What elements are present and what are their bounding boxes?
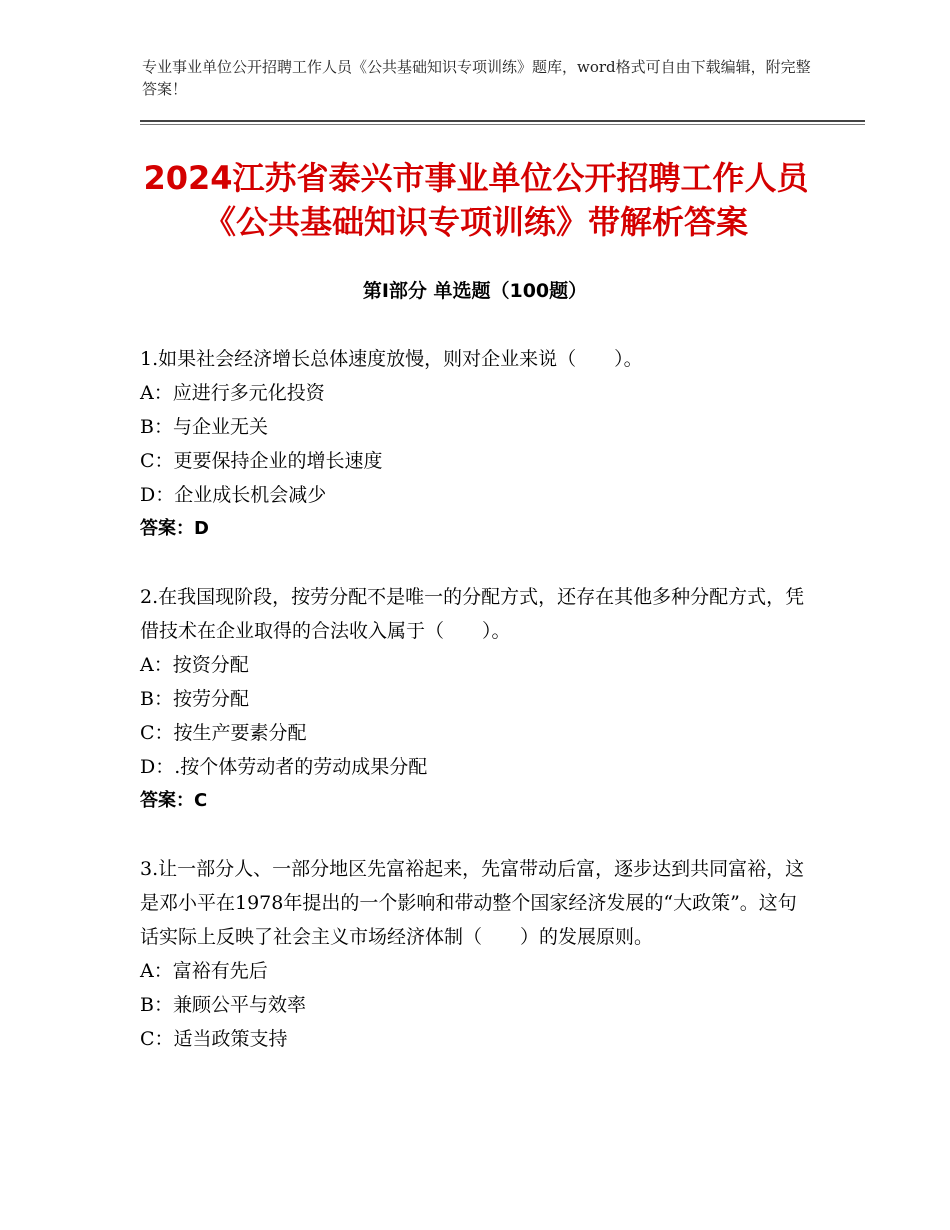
option-c: C：更要保持企业的增长速度	[140, 450, 383, 472]
option-c: C：适当政策支持	[140, 1028, 288, 1050]
option-a: A：应进行多元化投资	[140, 382, 325, 404]
answer: 答案：C	[140, 790, 208, 811]
answer: 答案：D	[140, 518, 209, 539]
question-2	[140, 580, 810, 818]
question-1	[140, 342, 810, 546]
option-b: B：按劳分配	[140, 688, 249, 710]
option-b: B：兼顾公平与效率	[140, 994, 306, 1016]
question-list	[140, 342, 810, 1090]
document-title: 2024江苏省泰兴市事业单位公开招聘工作人员《公共基础知识专项训练》带解析答案	[143, 159, 809, 241]
option-a: A：按资分配	[140, 654, 249, 676]
option-c: C：按生产要素分配	[140, 722, 307, 744]
question-stem: 1.如果社会经济增长总体速度放慢，则对企业来说（ ）。	[140, 348, 643, 370]
question-stem: 3.让一部分人、一部分地区先富裕起来，先富带动后富，逐步达到共同富裕，这是邓小平在1978年提出的一个影响和带动整个国家经济发展的“大政策”。这句话实际上反映了社会主义市场经济体制（ ）的发展原则。	[140, 858, 805, 948]
header-divider	[140, 120, 865, 122]
header-note: 专业事业单位公开招聘工作人员《公共基础知识专项训练》题库，word格式可自由下载编辑，附完整答案！	[142, 58, 811, 98]
option-b: B：与企业无关	[140, 416, 268, 438]
option-a: A：富裕有先后	[140, 960, 268, 982]
option-d: D：企业成长机会减少	[140, 484, 327, 506]
question-stem: 2.在我国现阶段，按劳分配不是唯一的分配方式，还存在其他多种分配方式，凭借技术在企业取得的合法收入属于（ ）。	[140, 586, 805, 642]
header-divider-thin	[140, 124, 865, 125]
question-3	[140, 852, 810, 1056]
section-title: 第Ⅰ部分 单选题（100题）	[362, 280, 588, 302]
option-d: D：.按个体劳动者的劳动成果分配	[140, 756, 428, 778]
